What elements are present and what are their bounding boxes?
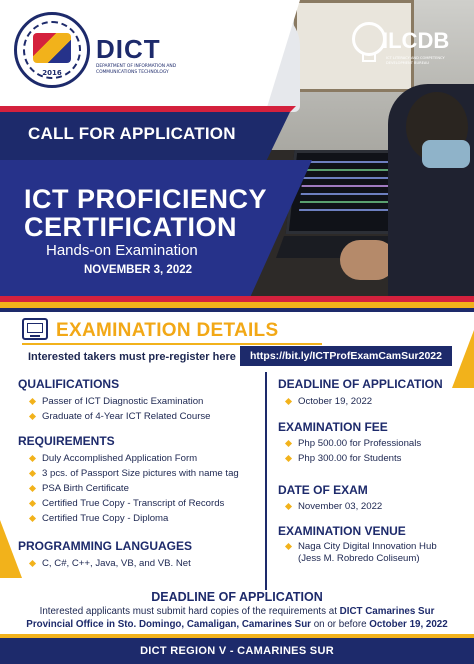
exam-date-title: DATE OF EXAM xyxy=(278,483,368,497)
title-subtitle: Hands-on Examination xyxy=(46,242,198,259)
computer-icon xyxy=(22,318,48,340)
fee-title: EXAMINATION FEE xyxy=(278,420,388,434)
list-item: PSA Birth Certificate xyxy=(30,481,239,496)
deadline-title: DEADLINE OF APPLICATION xyxy=(278,377,443,391)
footer-deadline-title: DEADLINE OF APPLICATION xyxy=(151,590,323,604)
requirements-title: REQUIREMENTS xyxy=(18,434,115,448)
dict-logo-subtitle: DEPARTMENT OF INFORMATION AND COMMUNICATIONS TECHNOLOGY xyxy=(96,64,177,75)
preregister-text: Interested takers must pre-register here xyxy=(28,351,236,363)
lightbulb-icon xyxy=(352,22,386,56)
list-item: Php 300.00 for Students xyxy=(286,451,421,466)
list-item: 3 pcs. of Passport Size pictures with name tag xyxy=(30,466,239,481)
languages-list xyxy=(30,556,191,571)
title-line-1: ICT PROFICIENCY xyxy=(24,184,268,214)
call-for-application: CALL FOR APPLICATION xyxy=(28,124,236,143)
list-item: November 03, 2022 xyxy=(286,499,382,514)
list-item: C, C#, C++, Java, VB, and VB. Net xyxy=(30,556,191,571)
poster-header xyxy=(0,0,474,312)
title-line-2: CERTIFICATION xyxy=(24,212,237,242)
deadline-list xyxy=(286,394,372,409)
list-item: Php 500.00 for Professionals xyxy=(286,436,421,451)
column-divider xyxy=(265,372,267,590)
list-item: Certified True Copy - Transcript of Records xyxy=(30,496,239,511)
fee-list xyxy=(286,436,421,466)
details-title: EXAMINATION DETAILS xyxy=(56,320,279,341)
footer-region-bar: DICT REGION V - CAMARINES SUR xyxy=(0,638,474,664)
list-item: Naga City Digital Innovation Hub (Jess M. Robredo Coliseum) xyxy=(286,539,437,565)
exam-date-list xyxy=(286,499,382,514)
requirements-list xyxy=(30,451,239,526)
qualifications-title: QUALIFICATIONS xyxy=(18,377,120,391)
qualifications-list xyxy=(30,394,211,424)
exam-date-banner: NOVEMBER 3, 2022 xyxy=(84,264,193,276)
dict-logo-text: DICT xyxy=(96,34,161,64)
dict-seal-logo: 2016 xyxy=(14,12,90,88)
venue-title: EXAMINATION VENUE xyxy=(278,524,406,538)
ilcdb-logo: ILCDB ICT LITERACY AND COMPETENCY DEVELOPMENT BUREAU xyxy=(352,22,462,72)
footer-instructions-line-1: Interested applicants must submit hard copies of the requirements at DICT Camarines Sur xyxy=(39,606,435,617)
list-item: Duly Accomplished Application Form xyxy=(30,451,239,466)
list-item: Graduate of 4-Year ICT Related Course xyxy=(30,409,211,424)
venue-list xyxy=(286,539,437,565)
languages-title: PROGRAMMING LANGUAGES xyxy=(18,539,192,553)
registration-link[interactable]: https://bit.ly/ICTProfExamCamSur2022 xyxy=(240,346,452,366)
list-item: October 19, 2022 xyxy=(286,394,372,409)
list-item: Certified True Copy - Diploma xyxy=(30,511,239,526)
list-item: Passer of ICT Diagnostic Examination xyxy=(30,394,211,409)
footer-instructions-line-2: Provincial Office in Sto. Domingo, Camaligan, Camarines Sur on or before October 19, 2022 xyxy=(26,619,448,630)
